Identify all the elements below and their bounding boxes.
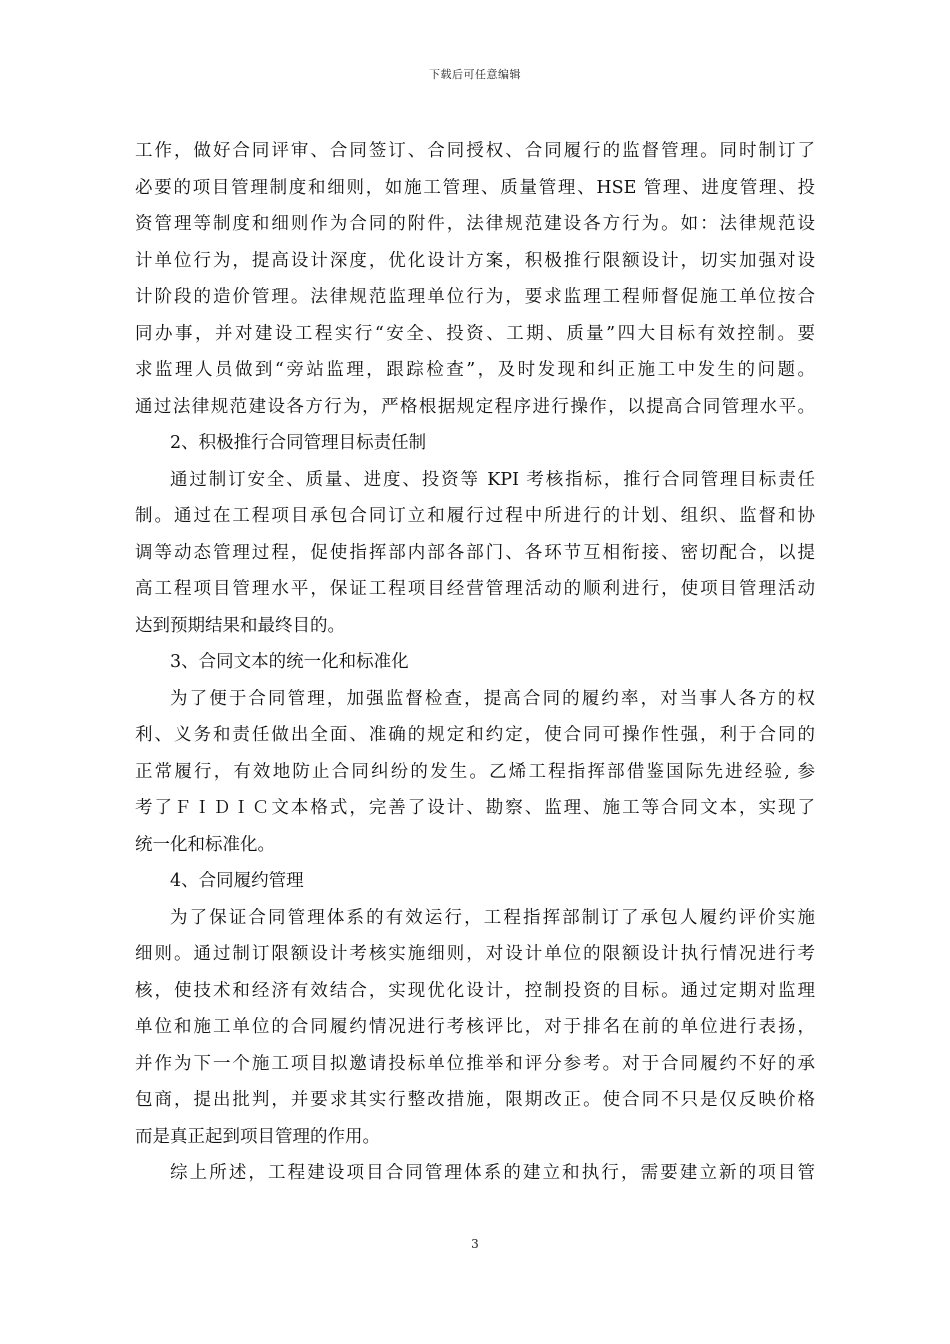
section-heading: 2、积极推行合同管理目标责任制 [170,433,427,453]
text-line: 单位和施工单位的合同履约情况进行考核评比，对于排名在前的单位进行表扬， [135,1017,815,1037]
text-line: 综上所述，工程建设项目合同管理体系的建立和执行，需要建立新的项目管 [170,1163,815,1183]
text-line: 而是真正起到项目管理的作用。 [135,1126,380,1147]
text-line: 利、义务和责任做出全面、准确的规定和约定，使合同可操作性强，利于合同的 [135,725,815,745]
text-line: 计单位行为，提高设计深度，优化设计方案，积极推行限额设计，切实加强对设 [135,250,815,271]
text-line: 计阶段的造价管理。法律规范监理单位行为，要求监理工程师督促施工单位按合 [135,287,815,307]
text-line: 为了保证合同管理体系的有效运行，工程指挥部制订了承包人履约评价实施 [170,907,815,928]
text-line: 细则。通过制订限额设计考核实施细则，对设计单位的限额设计执行情况进行考 [135,944,815,964]
text-line: 调等动态管理过程，促使指挥部内部各部门、各环节互相衔接、密切配合，以提 [135,542,815,563]
text-line: 为了便于合同管理，加强监督检查，提高合同的履约率，对当事人各方的权 [170,688,815,709]
text-line: 求监理人员做到“旁站监理，跟踪检查”，及时发现和纠正施工中发生的问题。 [135,360,815,380]
section-heading: 3、合同文本的统一化和标准化 [170,652,409,672]
text-line: 考了ＦＩＤＩＣ文本格式，完善了设计、勘察、监理、施工等合同文本，实现了 [135,798,815,818]
text-line: 核，使技术和经济有效结合，实现优化设计，控制投资的目标。通过定期对监理 [135,980,815,1001]
text-line: 高工程项目管理水平，保证工程项目经营管理活动的顺利进行，使项目管理活动 [135,579,815,599]
text-line: 资管理等制度和细则作为合同的附件，法律规范建设各方行为。如：法律规范设 [135,214,815,234]
section-heading: 4、合同履约管理 [170,871,304,891]
text-line: 达到预期结果和最终目的。 [135,615,345,636]
text-line: 同办事，并对建设工程实行“安全、投资、工期、质量”四大目标有效控制。要 [135,323,815,344]
text-line: 统一化和标准化。 [135,834,275,855]
document-body [135,133,815,1192]
text-line: 包商，提出批判，并要求其实行整改措施，限期改正。使合同不只是仅反映价格 [135,1090,815,1110]
page-header: 下载后可任意编辑 [429,68,521,81]
page-number: 3 [471,1237,479,1251]
text-line: 通过法律规范建设各方行为，严格根据规定程序进行操作，以提高合同管理水平。 [135,396,815,417]
text-line: 并作为下一个施工项目拟邀请投标单位推举和评分参考。对于合同履约不好的承 [135,1053,815,1074]
text-line: 正常履行，有效地防止合同纠纷的发生。乙烯工程指挥部借鉴国际先进经验, 参 [135,761,815,782]
text-line: 工作，做好合同评审、合同签订、合同授权、合同履行的监督管理。同时制订了 [135,141,815,161]
text-line: 通过制订安全、质量、进度、投资等 KPI 考核指标，推行合同管理目标责任 [170,469,815,490]
text-line: 制。通过在工程项目承包合同订立和履行过程中所进行的计划、组织、监督和协 [135,506,815,526]
text-line: 必要的项目管理制度和细则，如施工管理、质量管理、HSE 管理、进度管理、投 [135,177,815,198]
